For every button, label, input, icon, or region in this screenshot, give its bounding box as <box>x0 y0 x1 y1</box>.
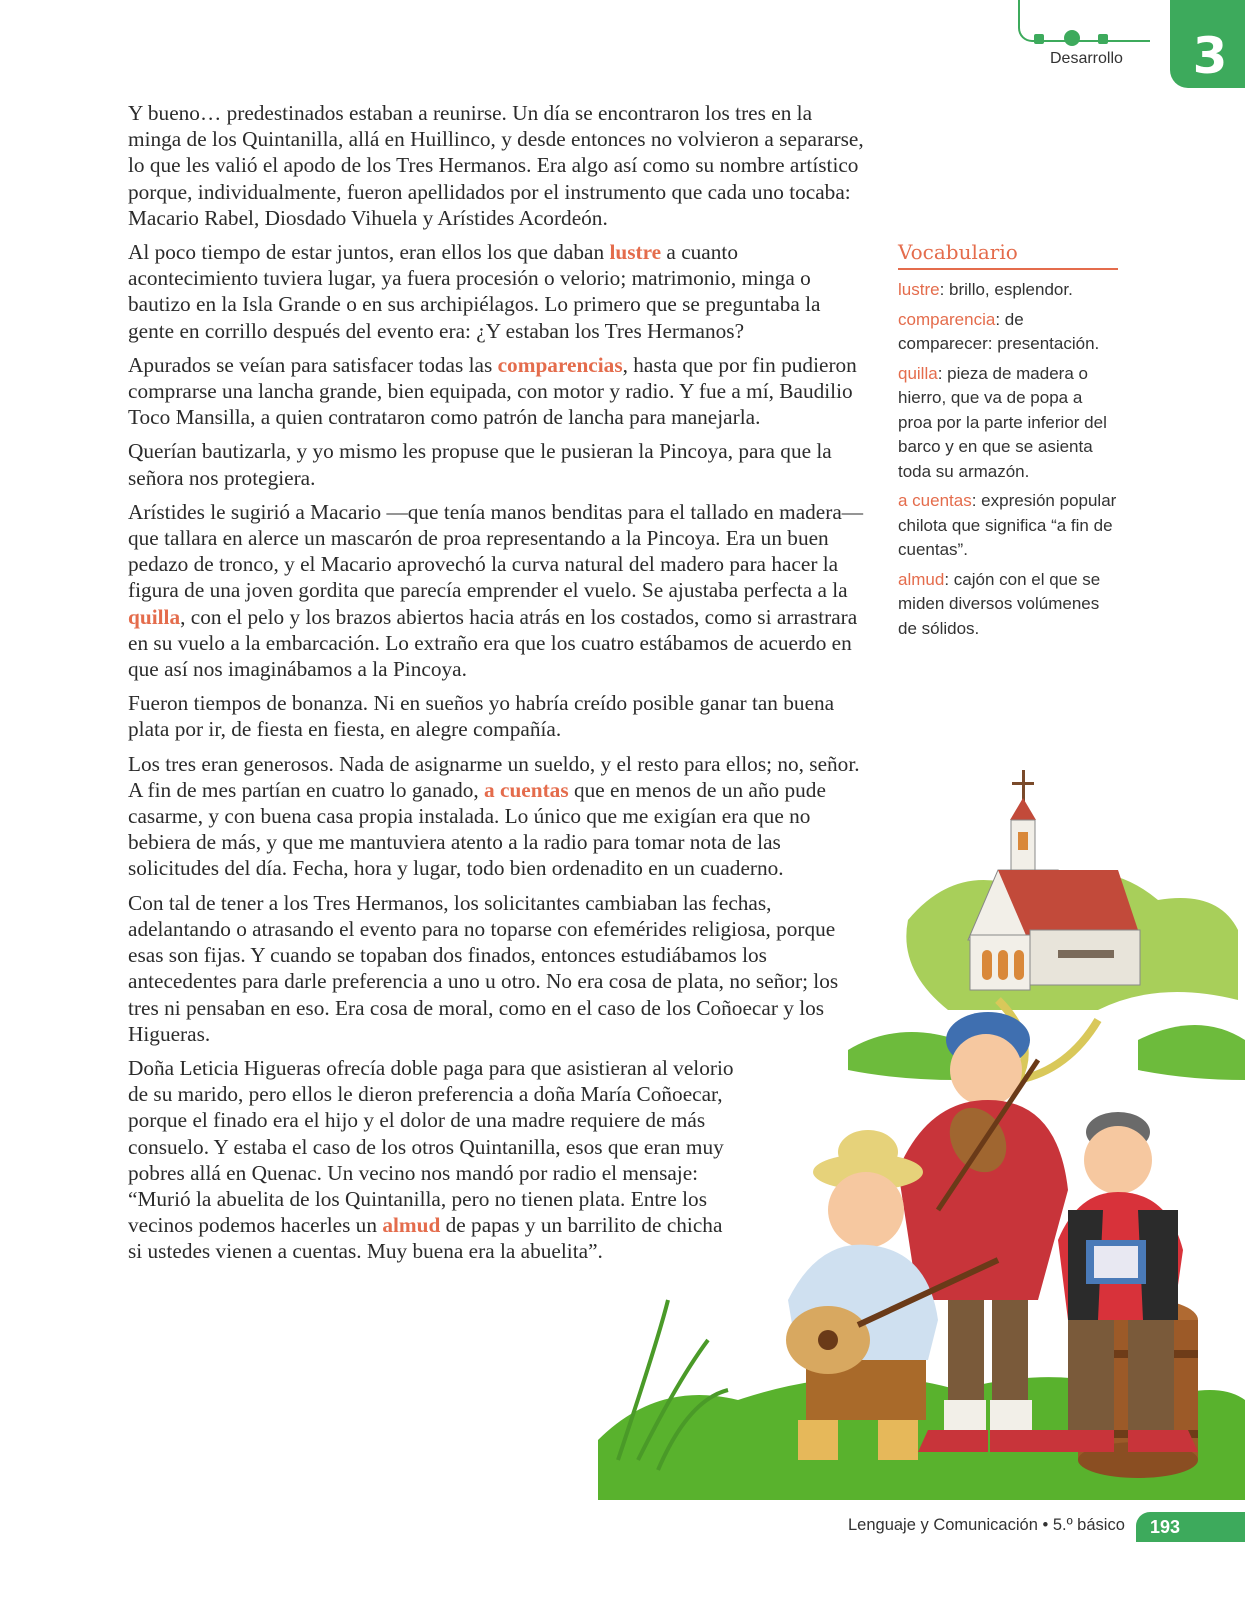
vocab-entry-almud: almud: cajón con el que se miden diversos volúmenes de sólidos. <box>898 569 1101 638</box>
musicians-illustration <box>598 740 1245 1500</box>
paragraph-9: Doña Leticia Higueras ofrecía doble paga para que asistieran al velorio de su marido, pero ellos le dieron preferencia a doña María Coñoecar, porque el finado era el hijo y el dolor de una madre requiere de más consuelo. Y estaba el caso de los otros Quintanilla, esos que eran muy pobres allá en Quenac. Un vecino nos mandó por radio el mensaje: “Murió la abuelita de los Quintanilla, pero no tienen plata. Entre los vecinos podemos hacerles un almud de papas y un barrilito de chicha si ustedes vienen a cuentas. Muy buena era la abuelita”. <box>128 1055 734 1264</box>
keyword-comparencias: comparencias <box>497 352 623 377</box>
paragraph-2: Al poco tiempo de estar juntos, eran ellos los que daban lustre a cuanto acontecimiento tuviera lugar, ya fuera procesión o velorio; matrimonio, minga o bautizo en la Isla Grande o en sus archipiélagos. Lo primero que se preguntaba la gente en corrillo después del evento era: ¿Y estaban los Tres Hermanos? <box>128 240 821 343</box>
vocab-entry-lustre: lustre: brillo, esplendor. <box>898 280 1073 299</box>
section-label: Desarrollo <box>1050 50 1123 67</box>
page-number: 193 <box>1136 1512 1245 1542</box>
keyword-a-cuentas: a cuentas <box>484 777 569 802</box>
vocabulary-box <box>898 240 1118 646</box>
paragraph-7: Los tres eran generosos. Nada de asignarme un sueldo, y el resto para ellos; no, señor. A fin de mes partían en cuatro lo ganado, a cuentas que en menos de un año pude casarme, y con buena casa propia instalada. Lo único que me exigían era que no bebiera de más, y que me mantuviera atento a la radio para tomar nota de las solicitudes del día. Fecha, hora y lugar, todo bien ordenadito en un cuaderno. <box>128 751 860 881</box>
paragraph-3: Apurados se veían para satisfacer todas las comparencias, hasta que por fin pudieron comprarse una lancha grande, bien equipada, con motor y radio. Y fue a mí, Baudilio Toco Mansilla, a quien contrataron como patrón de lancha para manejarla. <box>128 352 857 430</box>
unit-number: 3 <box>1170 0 1245 88</box>
keyword-quilla: quilla <box>128 604 181 629</box>
chapel-drawing <box>968 770 1140 990</box>
paragraph-4: Querían bautizarla, y yo mismo les propuse que le pusieran la Pincoya, para que la señora nos protegiera. <box>128 439 832 490</box>
paragraph-8: Con tal de tener a los Tres Hermanos, los solicitantes cambiaban las fechas, adelantando o atrasando el evento para no toparse con efemérides religiosa, porque esas son fijas. Y cuando se topaban dos finados, entonces estudiábamos los antecedentes para darle preferencia a uno u otro. No era cosa de plata, no señor; los tres ni pensaban en eso. Era cosa de moral, como en el caso de los Coñoecar y los Higueras. <box>128 890 839 1046</box>
keyword-lustre: lustre <box>609 240 662 265</box>
vocab-entry-a-cuentas: a cuentas: expresión popular chilota que significa “a fin de cuentas”. <box>898 491 1117 559</box>
paragraph-6: Fueron tiempos de bonanza. Ni en sueños yo habría creído posible ganar tan buena plata por ir, de fiesta en fiesta, en alegre compañía. <box>128 691 835 742</box>
paragraph-5: Arístides le sugirió a Macario —que tenía manos benditas para el tallado en madera— que tallara en alerce un mascarón de proa representando a la Pincoya. Era un buen pedazo de tronco, y el Macario aprovechó la curva natural del madero para hacer la figura de una joven gordita que parecía emprender el vuelo. Se ajustaba perfecta a la quilla, con el pelo y los brazos abiertos hacia atrás en los costados, como si arrastrara en su vuelo a la embarcación. Lo extraño era que los cuatro estábamos de acuerdo en que así nos imaginábamos a la Pincoya. <box>128 499 864 682</box>
vocabulary-title: Vocabulario <box>898 240 1118 270</box>
vocab-entry-comparencia: comparencia: de comparecer: presentación. <box>898 309 1100 353</box>
keyword-almud: almud <box>382 1213 441 1238</box>
vocab-entry-quilla: quilla: pieza de madera o hierro, que va de popa a proa por la parte inferior del barco y en que se asienta toda su armazón. <box>898 363 1107 481</box>
footer-book-label: Lenguaje y Comunicación • 5.º básico <box>848 1516 1125 1534</box>
paragraph-1: Y bueno… predestinados estaban a reunirse. Un día se encontraron los tres en la minga de los Quintanilla, allá en Huillinco, y desde entonces no volvieron a separarse, lo que les valió el apodo de los Tres Hermanos. Era algo así como su nombre artístico porque, individualmente, fueron apellidados por el instrumento que cada uno tocaba: Macario Rabel, Diosdado Vihuela y Arístides Acordeón. <box>128 101 864 230</box>
